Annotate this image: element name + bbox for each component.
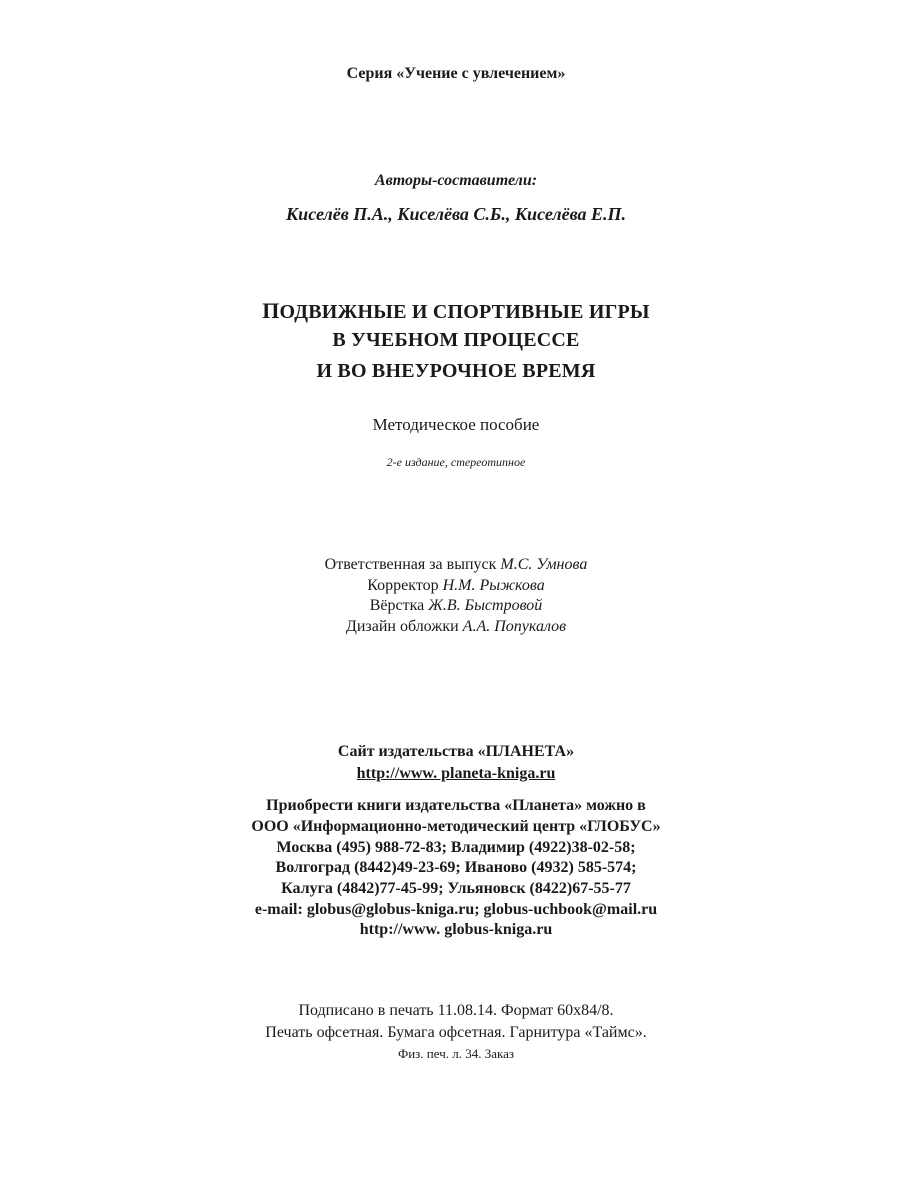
authors-names: Киселёв П.А., Киселёва С.Б., Киселёва Е.П. xyxy=(285,204,627,224)
credit-line xyxy=(0,578,900,594)
book-title-initial: П xyxy=(262,298,280,323)
book-title-line-3: И ВО ВНЕУРОЧНОЕ ВРЕМЯ xyxy=(316,360,596,382)
edition-note: 2-е издание, стереотипное xyxy=(386,455,526,469)
credit-line xyxy=(0,619,900,635)
imprint-line: Физ. печ. л. 34. Заказ xyxy=(397,1046,515,1061)
credit-name: А.А. Попукалов xyxy=(462,618,567,635)
book-title-line-1 xyxy=(0,300,900,322)
imprint-line: Подписано в печать 11.08.14. Формат 60х84/8. xyxy=(298,1002,614,1019)
credit-name: Ж.В. Быстровой xyxy=(428,597,543,614)
purchase-info-line: Калуга (4842)77-45-99; Ульяновск (8422)67-55-77 xyxy=(281,880,631,897)
credit-role: Ответственная за выпуск xyxy=(324,556,497,573)
purchase-site-link[interactable]: http://www. globus-kniga.ru xyxy=(359,921,553,938)
publisher-site-link[interactable]: http://www. planeta-kniga.ru xyxy=(356,765,556,782)
purchase-email-line[interactable]: e-mail: globus@globus-kniga.ru; globus-uchbook@mail.ru xyxy=(254,901,658,918)
imprint-line: Печать офсетная. Бумага офсетная. Гарнитура «Таймс». xyxy=(265,1024,647,1041)
series-name: Серия «Учение с увлечением» xyxy=(346,65,566,82)
purchase-info-line: Москва (495) 988-72-83; Владимир (4922)38-02-58; xyxy=(276,839,636,856)
credit-name: М.С. Умнова xyxy=(500,556,588,573)
publisher-site-label: Сайт издательства «ПЛАНЕТА» xyxy=(337,743,575,760)
authors-label: Авторы-составители: xyxy=(374,172,538,189)
purchase-info-line: Приобрести книги издательства «Планета» можно в xyxy=(266,797,646,814)
credit-line xyxy=(0,598,900,614)
purchase-info-line: ООО «Информационно-методический центр «ГЛОБУС» xyxy=(251,818,661,835)
credit-name: Н.М. Рыжкова xyxy=(442,577,545,594)
book-title-line-2: В УЧЕБНОМ ПРОЦЕССЕ xyxy=(332,329,580,351)
book-subtitle: Методическое пособие xyxy=(372,415,540,434)
credit-line xyxy=(0,557,900,573)
credit-role: Дизайн обложки xyxy=(345,618,459,635)
book-title-line-1-text: ОДВИЖНЫЕ И СПОРТИВНЫЕ ИГРЫ xyxy=(279,301,650,323)
credit-role: Корректор xyxy=(367,577,439,594)
purchase-info-line: Волгоград (8442)49-23-69; Иваново (4932) 585-574; xyxy=(275,859,637,876)
credit-role: Вёрстка xyxy=(369,597,425,614)
